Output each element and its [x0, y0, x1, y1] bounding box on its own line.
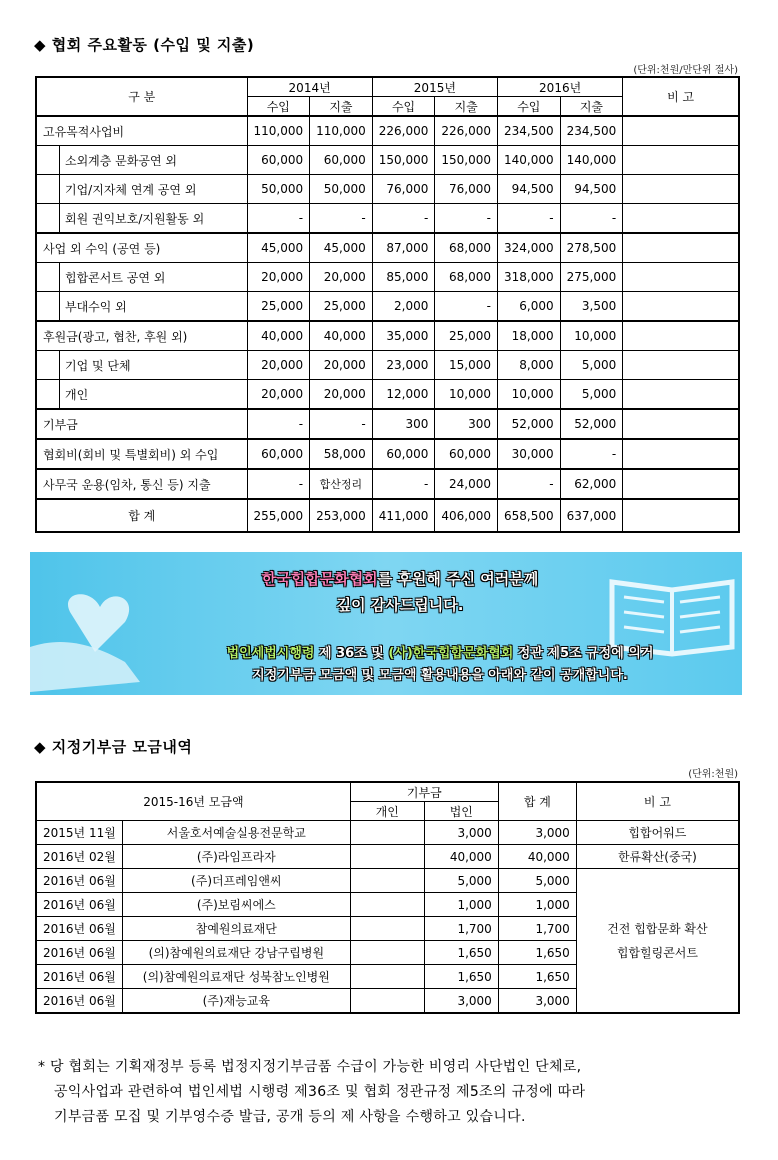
cell-value: 226,000 — [435, 116, 498, 146]
cell-value: 50,000 — [247, 175, 310, 204]
cell-individual — [350, 845, 424, 869]
merged-remark — [576, 869, 739, 1014]
cell-value: 20,000 — [247, 351, 310, 380]
cell-value: 5,000 — [560, 380, 623, 410]
cell-corporate: 40,000 — [424, 845, 498, 869]
banner-line4: 지정기부금 모금액 및 모금액 활용내용을 아래와 같이 공개합니다. — [252, 668, 628, 683]
table-row — [36, 204, 739, 234]
header-2016: 2016년 — [498, 77, 623, 97]
cell-remark — [623, 175, 739, 204]
cell-value: 275,000 — [560, 263, 623, 292]
cell-value: 140,000 — [560, 146, 623, 175]
cell-value: 60,000 — [247, 146, 310, 175]
cell-value: 110,000 — [247, 116, 310, 146]
cell-value: 10,000 — [498, 380, 561, 410]
header-donation: 기부금 — [350, 782, 498, 802]
cell-date: 2016년 06월 — [36, 941, 122, 965]
cell-remark — [623, 292, 739, 322]
table-row — [36, 292, 739, 322]
total-value: 411,000 — [372, 499, 435, 532]
cell-value: - — [372, 469, 435, 499]
header-remarks: 비 고 — [576, 782, 739, 821]
cell-value: 87,000 — [372, 233, 435, 263]
cell-value: 94,500 — [498, 175, 561, 204]
cell-value: 20,000 — [310, 263, 373, 292]
table-row — [36, 321, 739, 351]
merged-remark-line1: 건전 힙합문화 확산 — [607, 921, 708, 936]
banner-org: (사)한국힙합문화협회 — [388, 646, 514, 661]
cell-total: 1,000 — [498, 893, 576, 917]
cell-value: - — [247, 409, 310, 439]
cell-value: 15,000 — [435, 351, 498, 380]
cell-value: 24,000 — [435, 469, 498, 499]
row-label: 힙합콘서트 공연 외 — [36, 263, 247, 292]
cell-value: - — [498, 469, 561, 499]
banner-org-name: 한국힙합문화협회 — [261, 570, 378, 588]
cell-value: - — [247, 204, 310, 234]
section1-unit: (단위:천원/만단위 절사) — [633, 65, 738, 76]
cell-remark — [623, 146, 739, 175]
cell-value: 324,000 — [498, 233, 561, 263]
cell-value: 5,000 — [560, 351, 623, 380]
cell-value: 20,000 — [247, 263, 310, 292]
banner-law: 법인세법시행령 — [226, 646, 315, 661]
cell-value: 12,000 — [372, 380, 435, 410]
cell-individual — [350, 821, 424, 845]
row-label: 사무국 운용(임차, 통신 등) 지출 — [36, 469, 247, 499]
cell-value: 10,000 — [435, 380, 498, 410]
cell-value: 25,000 — [247, 292, 310, 322]
cell-value: 76,000 — [435, 175, 498, 204]
row-label: 소외계층 문화공연 외 — [36, 146, 247, 175]
cell-value: - — [560, 204, 623, 234]
banner-line3 — [150, 642, 730, 661]
total-value: 658,500 — [498, 499, 561, 532]
total-value: 255,000 — [247, 499, 310, 532]
header-expense: 지출 — [560, 97, 623, 117]
cell-value: 30,000 — [498, 439, 561, 469]
cell-value: 25,000 — [435, 321, 498, 351]
table-row — [36, 233, 739, 263]
cell-individual — [350, 989, 424, 1014]
cell-value: 300 — [372, 409, 435, 439]
cell-value: 18,000 — [498, 321, 561, 351]
cell-remark — [623, 409, 739, 439]
cell-value: 226,000 — [372, 116, 435, 146]
cell-value: - — [435, 292, 498, 322]
cell-date: 2016년 06월 — [36, 893, 122, 917]
heart-hand-icon — [30, 552, 150, 695]
cell-value: 8,000 — [498, 351, 561, 380]
cell-value: 52,000 — [498, 409, 561, 439]
row-label: 사업 외 수익 (공연 등) — [36, 233, 247, 263]
cell-value: 110,000 — [310, 116, 373, 146]
banner-line3-rest: 정관 제5조 규정에 의거 — [513, 646, 654, 661]
cell-value: - — [310, 204, 373, 234]
footnote-line1: * 당 협회는 기획재정부 등록 법정지정기부금품 수급이 가능한 비영리 사단법인 단체로, — [38, 1059, 582, 1075]
cell-corporate: 1,700 — [424, 917, 498, 941]
cell-value: 25,000 — [310, 292, 373, 322]
cell-value: - — [435, 204, 498, 234]
cell-total: 5,000 — [498, 869, 576, 893]
cell-individual — [350, 965, 424, 989]
thanks-banner — [30, 552, 742, 695]
total-value: 406,000 — [435, 499, 498, 532]
header-individual: 개인 — [350, 802, 424, 821]
header-income: 수입 — [498, 97, 561, 117]
cell-name: (주)더프레임앤씨 — [122, 869, 350, 893]
merged-remark-line2: 힙합힐링콘서트 — [616, 945, 698, 960]
cell-date: 2016년 06월 — [36, 989, 122, 1014]
cell-value: 318,000 — [498, 263, 561, 292]
banner-line1 — [140, 568, 660, 589]
header-expense: 지출 — [435, 97, 498, 117]
cell-value: 10,000 — [560, 321, 623, 351]
cell-corporate: 1,650 — [424, 965, 498, 989]
cell-corporate: 1,650 — [424, 941, 498, 965]
cell-corporate: 1,000 — [424, 893, 498, 917]
cell-value: 68,000 — [435, 233, 498, 263]
cell-value: 58,000 — [310, 439, 373, 469]
cell-value: 62,000 — [560, 469, 623, 499]
table-row — [36, 380, 739, 410]
cell-remark — [623, 469, 739, 499]
table-row — [36, 845, 739, 869]
banner-line3-mid: 제 36조 및 — [314, 646, 389, 661]
table-row — [36, 821, 739, 845]
cell-total: 1,650 — [498, 941, 576, 965]
row-label: 회원 권익보호/지원활동 외 — [36, 204, 247, 234]
cell-value: 140,000 — [498, 146, 561, 175]
cell-value: 20,000 — [247, 380, 310, 410]
cell-value: 150,000 — [435, 146, 498, 175]
cell-remark — [623, 499, 739, 532]
row-label: 기업 및 단체 — [36, 351, 247, 380]
cell-value: 35,000 — [372, 321, 435, 351]
cell-value: 234,500 — [560, 116, 623, 146]
cell-value: 40,000 — [247, 321, 310, 351]
cell-individual — [350, 917, 424, 941]
cell-total: 3,000 — [498, 821, 576, 845]
cell-remark — [623, 439, 739, 469]
header-income: 수입 — [247, 97, 310, 117]
table-row — [36, 469, 739, 499]
header-category: 구 분 — [36, 77, 247, 116]
cell-value: 60,000 — [372, 439, 435, 469]
cell-value: 234,500 — [498, 116, 561, 146]
cell-total: 1,650 — [498, 965, 576, 989]
section2-title: ◆ 지정기부금 모금내역 — [34, 738, 193, 756]
row-label: 후원금(광고, 협찬, 후원 외) — [36, 321, 247, 351]
cell-value: 40,000 — [310, 321, 373, 351]
cell-date: 2016년 06월 — [36, 869, 122, 893]
banner-line1-rest: 를 후원해 주신 여러분께 — [377, 570, 539, 588]
cell-name: 참예원의료재단 — [122, 917, 350, 941]
cell-value: 300 — [435, 409, 498, 439]
section1-title: ◆ 협회 주요활동 (수입 및 지출) — [34, 36, 255, 54]
cell-corporate: 3,000 — [424, 989, 498, 1014]
cell-name: (주)재능교육 — [122, 989, 350, 1014]
cell-value: 3,500 — [560, 292, 623, 322]
cell-name: 서울호서예술실용전문학교 — [122, 821, 350, 845]
donation-table — [35, 781, 740, 1014]
cell-value: - — [498, 204, 561, 234]
header-expense: 지출 — [310, 97, 373, 117]
cell-value: 2,000 — [372, 292, 435, 322]
table-row — [36, 351, 739, 380]
cell-remark — [623, 351, 739, 380]
header-remarks: 비 고 — [623, 77, 739, 116]
row-label: 부대수익 외 — [36, 292, 247, 322]
table-row — [36, 439, 739, 469]
cell-date: 2016년 02월 — [36, 845, 122, 869]
cell-total: 3,000 — [498, 989, 576, 1014]
cell-value: 52,000 — [560, 409, 623, 439]
header-total: 합 계 — [498, 782, 576, 821]
cell-value: 278,500 — [560, 233, 623, 263]
cell-remark — [623, 233, 739, 263]
table-row — [36, 869, 739, 893]
cell-remark — [623, 263, 739, 292]
cell-value: 76,000 — [372, 175, 435, 204]
cell-value: 20,000 — [310, 380, 373, 410]
cell-individual — [350, 869, 424, 893]
header-corporate: 법인 — [424, 802, 498, 821]
cell-remark — [623, 116, 739, 146]
total-value: 253,000 — [310, 499, 373, 532]
row-label: 협회비(회비 및 특별회비) 외 수입 — [36, 439, 247, 469]
footnote — [38, 1055, 743, 1130]
cell-value: 50,000 — [310, 175, 373, 204]
cell-value: 합산정리 — [310, 469, 373, 499]
cell-value: 94,500 — [560, 175, 623, 204]
cell-individual — [350, 893, 424, 917]
cell-name: (주)라임프라자 — [122, 845, 350, 869]
cell-name: (의)참예원의료재단 성북참노인병원 — [122, 965, 350, 989]
cell-remark: 한류확산(중국) — [576, 845, 739, 869]
table-row — [36, 263, 739, 292]
cell-remark: 힙합어워드 — [576, 821, 739, 845]
total-label: 합 계 — [36, 499, 247, 532]
total-value: 637,000 — [560, 499, 623, 532]
header-2014: 2014년 — [247, 77, 372, 97]
cell-value: 68,000 — [435, 263, 498, 292]
activity-table — [35, 76, 740, 533]
table-row — [36, 175, 739, 204]
cell-value: - — [310, 409, 373, 439]
cell-value: 23,000 — [372, 351, 435, 380]
cell-value: - — [372, 204, 435, 234]
cell-value: 45,000 — [247, 233, 310, 263]
cell-value: 20,000 — [310, 351, 373, 380]
banner-line2: 깊이 감사드립니다. — [336, 596, 464, 614]
total-row — [36, 499, 739, 532]
cell-name: (주)보림씨에스 — [122, 893, 350, 917]
row-label: 기업/지자체 연계 공연 외 — [36, 175, 247, 204]
footnote-line2: 공익사업과 관련하여 법인세법 시행령 제36조 및 협회 정관규정 제5조의 규정에 따라 — [54, 1084, 586, 1100]
cell-total: 40,000 — [498, 845, 576, 869]
header-income: 수입 — [372, 97, 435, 117]
section2-unit: (단위:천원) — [688, 769, 738, 780]
cell-value: 60,000 — [310, 146, 373, 175]
cell-remark — [623, 380, 739, 410]
footnote-line3: 기부금품 모집 및 기부영수증 발급, 공개 등의 제 사항을 수행하고 있습니다. — [54, 1109, 526, 1125]
cell-remark — [623, 204, 739, 234]
header-2015: 2015년 — [372, 77, 497, 97]
cell-date: 2016년 06월 — [36, 917, 122, 941]
cell-value: 150,000 — [372, 146, 435, 175]
cell-value: 45,000 — [310, 233, 373, 263]
table-row — [36, 146, 739, 175]
cell-value: 60,000 — [247, 439, 310, 469]
cell-total: 1,700 — [498, 917, 576, 941]
cell-name: (의)참예원의료재단 강남구립병원 — [122, 941, 350, 965]
table-row — [36, 116, 739, 146]
cell-date: 2016년 06월 — [36, 965, 122, 989]
cell-value: - — [560, 439, 623, 469]
header-period: 2015-16년 모금액 — [36, 782, 350, 821]
row-label: 고유목적사업비 — [36, 116, 247, 146]
cell-value: 85,000 — [372, 263, 435, 292]
cell-value: - — [247, 469, 310, 499]
cell-corporate: 5,000 — [424, 869, 498, 893]
cell-remark — [623, 321, 739, 351]
table-row — [36, 409, 739, 439]
row-label: 개인 — [36, 380, 247, 410]
cell-individual — [350, 941, 424, 965]
row-label: 기부금 — [36, 409, 247, 439]
cell-value: 60,000 — [435, 439, 498, 469]
cell-corporate: 3,000 — [424, 821, 498, 845]
cell-date: 2015년 11월 — [36, 821, 122, 845]
cell-value: 6,000 — [498, 292, 561, 322]
